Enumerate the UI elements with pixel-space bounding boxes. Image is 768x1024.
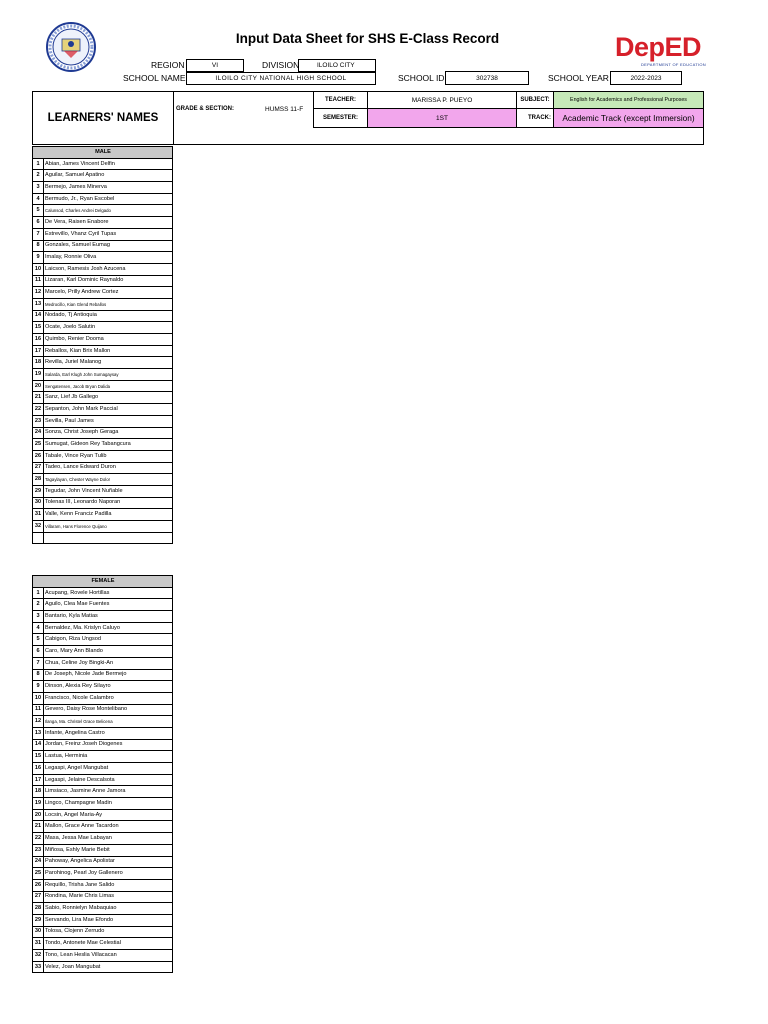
row-number: 2: [33, 599, 44, 611]
learner-name-cell[interactable]: Aguilo, Clea Mae Fuentes: [44, 599, 173, 611]
grade-section-value[interactable]: HUMSS 11-F: [265, 105, 304, 113]
table-row: [33, 497, 173, 509]
female-learners-table: [32, 575, 173, 973]
learner-name-cell[interactable]: Estrevillo, Vhanz Cyril Tupas: [44, 228, 173, 240]
learner-name-cell[interactable]: Sabio, Ronnielyn Mabaquiao: [44, 903, 173, 915]
learner-name-cell[interactable]: Requillo, Trisha Jane Salido: [44, 879, 173, 891]
table-row: [33, 891, 173, 903]
table-row: [33, 914, 173, 926]
learner-name-cell[interactable]: Tadeo, Lance Edward Duron: [44, 462, 173, 474]
table-row: [33, 961, 173, 973]
row-number: 2: [33, 170, 44, 182]
table-row: [33, 763, 173, 775]
row-number: 23: [33, 844, 44, 856]
row-number: 3: [33, 182, 44, 194]
learner-name-cell[interactable]: Marcelo, Prilly Andrew Cortez: [44, 287, 173, 299]
learner-name-cell[interactable]: Velez, Joan Mangubat: [44, 961, 173, 973]
learner-name-cell[interactable]: Lizaran, Karl Dominic Raynaldo: [44, 275, 173, 287]
row-number: 31: [33, 509, 44, 521]
division-field[interactable]: ILOILO CITY: [298, 59, 376, 72]
learner-name-cell[interactable]: Pahoway, Angelica Apolistar: [44, 856, 173, 868]
table-row: [33, 669, 173, 681]
row-number: 32: [33, 521, 44, 533]
teacher-label: TEACHER:: [313, 92, 368, 109]
table-row: [33, 357, 173, 369]
row-number: 10: [33, 692, 44, 704]
deped-seal-icon: [46, 22, 96, 72]
row-number: 27: [33, 462, 44, 474]
learner-name-cell[interactable]: Lastua, Herminia: [44, 751, 173, 763]
table-row: [33, 158, 173, 170]
row-number: 27: [33, 891, 44, 903]
learner-name-cell[interactable]: Revilla, Juriel Malanog: [44, 357, 173, 369]
table-row: [33, 774, 173, 786]
row-number: 5: [33, 205, 44, 217]
female-section-label: FEMALE: [33, 576, 173, 588]
learner-name-cell[interactable]: Tabale, Vince Ryan Tulib: [44, 450, 173, 462]
row-number: 30: [33, 926, 44, 938]
learner-name-cell[interactable]: Legaspi, Angel Mangubat: [44, 763, 173, 775]
row-number: 1: [33, 158, 44, 170]
learner-name-cell[interactable]: Sonza, Christ Joseph Geraga: [44, 427, 173, 439]
row-number: 12: [33, 716, 44, 728]
row-number: 14: [33, 739, 44, 751]
learners-names-heading: LEARNERS' NAMES: [33, 92, 174, 144]
male-section-header: [33, 147, 173, 159]
learner-name-cell[interactable]: Ilanga, Ma. Christel Grace Belicena: [44, 716, 173, 728]
table-row: [33, 786, 173, 798]
row-number: 7: [33, 657, 44, 669]
learner-name-cell[interactable]: De Vera, Raisen Enabore: [44, 217, 173, 229]
table-row: [33, 833, 173, 845]
row-number: 21: [33, 392, 44, 404]
row-number: 9: [33, 252, 44, 264]
learner-name-cell[interactable]: Tolosa, Clojenn Zerrudo: [44, 926, 173, 938]
row-number: 17: [33, 774, 44, 786]
table-row: [33, 634, 173, 646]
table-row: [33, 926, 173, 938]
region-field[interactable]: VI: [186, 59, 244, 72]
learner-name-cell[interactable]: Acupang, Rovele Hortillas: [44, 587, 173, 599]
table-row: [33, 681, 173, 693]
row-number: 31: [33, 938, 44, 950]
deped-logo-subtext: DEPARTMENT OF EDUCATION: [640, 62, 706, 67]
learner-name-cell[interactable]: Laicson, Ramesis Josh Azucena: [44, 263, 173, 275]
learner-name-cell[interactable]: Tegudar, John Vincent Nuñable: [44, 485, 173, 497]
learner-name-cell[interactable]: Reballos, Kian Brix Mallon: [44, 345, 173, 357]
row-number: 22: [33, 833, 44, 845]
table-row: [33, 334, 173, 346]
table-row: [33, 205, 173, 217]
table-row: [33, 217, 173, 229]
table-row: [33, 263, 173, 275]
learner-name-cell[interactable]: Sevilla, Paul James: [44, 415, 173, 427]
row-number: 6: [33, 217, 44, 229]
table-row: [33, 844, 173, 856]
female-section-header: [33, 576, 173, 588]
track-field[interactable]: Academic Track (except Immersion): [553, 109, 703, 128]
learner-name-cell[interactable]: Salarda, Earl Klugh John Sumagaysay: [44, 369, 173, 381]
male-learners-table: [32, 146, 173, 544]
male-section-label: MALE: [33, 147, 173, 159]
row-number: 10: [33, 263, 44, 275]
row-number: 29: [33, 485, 44, 497]
table-row: [33, 252, 173, 264]
row-number: 12: [33, 287, 44, 299]
table-row: [33, 727, 173, 739]
learner-name-cell[interactable]: Sanz, Lief Jb Gallego: [44, 392, 173, 404]
school-id-label: SCHOOL ID: [398, 73, 445, 83]
learner-name-cell[interactable]: Quimbo, Renier Dooma: [44, 334, 173, 346]
learner-name-cell[interactable]: Tondo, Antonete Mae Celestial: [44, 938, 173, 950]
learner-name-cell[interactable]: Mallon, Grace Anne Tacardon: [44, 821, 173, 833]
learner-name-cell[interactable]: Villaram, Hans Florence Quijano: [44, 521, 173, 533]
table-row: [33, 462, 173, 474]
table-row: [33, 716, 173, 728]
row-number: 20: [33, 809, 44, 821]
table-row: [33, 380, 173, 392]
learner-name-cell[interactable]: De Joseph, Nicole Jade Bermejo: [44, 669, 173, 681]
school-name-field[interactable]: ILOILO CITY NATIONAL HIGH SCHOOL: [186, 72, 376, 85]
learner-name-cell[interactable]: Parohinog, Pearl Joy Gallenero: [44, 868, 173, 880]
table-row: [33, 599, 173, 611]
learner-name-cell[interactable]: Tolenas III, Leonardo Naporan: [44, 497, 173, 509]
row-number: 15: [33, 751, 44, 763]
grade-section-label: GRADE & SECTION:: [176, 106, 235, 112]
subject-label: SUBJECT:: [517, 92, 553, 109]
learner-name-cell[interactable]: Limsiaco, Jasmine Anne Jamora: [44, 786, 173, 798]
row-number: 17: [33, 345, 44, 357]
row-number: 4: [33, 193, 44, 205]
table-row: [33, 879, 173, 891]
table-row: [33, 322, 173, 334]
learner-name-cell[interactable]: Miñosa, Eshly Marie Bebit: [44, 844, 173, 856]
school-name-label: SCHOOL NAME: [123, 73, 186, 83]
table-row: [33, 587, 173, 599]
learner-name-cell[interactable]: Nodado, Tj Antioquia: [44, 310, 173, 322]
learner-name-cell[interactable]: Jordan, Freinz Joseh Diogenes: [44, 739, 173, 751]
table-row: [33, 611, 173, 623]
row-number: 33: [33, 961, 44, 973]
learner-name-cell[interactable]: Ocate, Joelo Salutin: [44, 322, 173, 334]
row-number: 18: [33, 357, 44, 369]
learner-name-cell[interactable]: Caro, Mary Ann Blando: [44, 646, 173, 658]
row-number: 5: [33, 634, 44, 646]
row-number: 6: [33, 646, 44, 658]
table-row: [33, 798, 173, 810]
row-number: 28: [33, 903, 44, 915]
table-row: [33, 345, 173, 357]
learner-name-cell[interactable]: Sepanton, John Mark Paccial: [44, 404, 173, 416]
learner-name-cell[interactable]: Bermudo, Jr., Ryan Escobel: [44, 193, 173, 205]
row-number: 11: [33, 275, 44, 287]
learner-name-cell[interactable]: Bantario, Kyla Matias: [44, 611, 173, 623]
learner-name-cell[interactable]: Imalay, Ronnie Oliva: [44, 252, 173, 264]
row-number: 24: [33, 427, 44, 439]
row-number: 9: [33, 681, 44, 693]
school-year-field[interactable]: 2022-2023: [610, 71, 682, 85]
table-row: [33, 392, 173, 404]
table-row: [33, 240, 173, 252]
row-number: 22: [33, 404, 44, 416]
row-number: 25: [33, 868, 44, 880]
table-row: [33, 868, 173, 880]
row-number: 15: [33, 322, 44, 334]
row-number: 3: [33, 611, 44, 623]
deped-logo-text: DepED: [614, 32, 701, 62]
table-row: [33, 369, 173, 381]
row-number: 29: [33, 914, 44, 926]
row-number: 4: [33, 622, 44, 634]
row-number: 19: [33, 798, 44, 810]
row-number: 21: [33, 821, 44, 833]
table-row: [33, 657, 173, 669]
table-row: [33, 646, 173, 658]
table-row: [33, 622, 173, 634]
table-row: [33, 485, 173, 497]
row-number: 8: [33, 240, 44, 252]
row-number: 23: [33, 415, 44, 427]
table-row: [33, 170, 173, 182]
row-number: 26: [33, 450, 44, 462]
row-number: 28: [33, 474, 44, 486]
table-row: [33, 509, 173, 521]
division-label: DIVISION: [262, 60, 300, 70]
subject-field[interactable]: English for Academics and Professional Purposes: [553, 92, 703, 109]
table-row: [33, 439, 173, 451]
track-label: TRACK:: [517, 109, 553, 128]
table-row: [33, 532, 173, 544]
teacher-field[interactable]: MARISSA P. PUEYO: [368, 92, 517, 109]
table-row: [33, 739, 173, 751]
row-number: 11: [33, 704, 44, 716]
learner-name-cell[interactable]: Chua, Celine Joy Bingki-An: [44, 657, 173, 669]
row-number: 7: [33, 228, 44, 240]
row-number: 32: [33, 950, 44, 962]
table-row: [33, 182, 173, 194]
learner-name-cell[interactable]: Lingco, Champagne Madin: [44, 798, 173, 810]
learner-name-cell[interactable]: Sengatensen, Jacob Bryan Dalida: [44, 380, 173, 392]
class-header: [32, 91, 704, 145]
row-number: 20: [33, 380, 44, 392]
learner-name-cell[interactable]: Dinson, Alexia Rey Silayro: [44, 681, 173, 693]
learner-name-cell[interactable]: Abian, James Vincent Delfin: [44, 158, 173, 170]
row-number: 19: [33, 369, 44, 381]
table-row: [33, 856, 173, 868]
table-row: [33, 751, 173, 763]
row-number: 30: [33, 497, 44, 509]
row-number: 16: [33, 763, 44, 775]
learner-name-cell[interactable]: Tono, Lean Heslia Villacacan: [44, 950, 173, 962]
table-row: [33, 692, 173, 704]
table-row: [33, 950, 173, 962]
learner-name-cell[interactable]: Rondina, Marie Chris Limas: [44, 891, 173, 903]
learner-name-cell[interactable]: Aguilar, Samuel Apatino: [44, 170, 173, 182]
row-number: [33, 532, 44, 544]
table-row: [33, 809, 173, 821]
row-number: 26: [33, 879, 44, 891]
row-number: 1: [33, 587, 44, 599]
table-row: [33, 404, 173, 416]
table-row: [33, 310, 173, 322]
row-number: 14: [33, 310, 44, 322]
row-number: 18: [33, 786, 44, 798]
table-row: [33, 903, 173, 915]
table-row: [33, 298, 173, 310]
table-row: [33, 450, 173, 462]
table-row: [33, 821, 173, 833]
semester-field[interactable]: 1ST: [368, 109, 517, 128]
table-row: [33, 521, 173, 533]
table-row: [33, 415, 173, 427]
table-row: [33, 474, 173, 486]
learner-name-cell[interactable]: Francisco, Nicole Calambro: [44, 692, 173, 704]
learner-name-cell[interactable]: Bernaldez, Ma. Krislyn Caluyo: [44, 622, 173, 634]
learner-name-cell[interactable]: Infante, Angelina Castro: [44, 727, 173, 739]
row-number: 13: [33, 727, 44, 739]
learner-name-cell[interactable]: Legaspi, Jelaine Descalsota: [44, 774, 173, 786]
learner-name-cell[interactable]: Masa, Jessa Mae Labayan: [44, 833, 173, 845]
learner-name-cell[interactable]: Gevero, Daisy Rose Montelibano: [44, 704, 173, 716]
table-row: [33, 427, 173, 439]
table-row: [33, 228, 173, 240]
learner-name-cell[interactable]: Gonzales, Samuel Eumag: [44, 240, 173, 252]
semester-label: SEMESTER:: [313, 109, 368, 128]
learner-name-cell[interactable]: Calunsod, Charles Andrei Delgado: [44, 205, 173, 217]
learner-name-cell[interactable]: Tagaylayan, Chester Wayne Dolor: [44, 474, 173, 486]
school-year-label: SCHOOL YEAR: [548, 73, 609, 83]
learner-name-cell[interactable]: Cabigon, Riza Ungsod: [44, 634, 173, 646]
row-number: 25: [33, 439, 44, 451]
school-id-field[interactable]: 302738: [445, 71, 529, 85]
row-number: 24: [33, 856, 44, 868]
row-number: 13: [33, 298, 44, 310]
learner-name-cell[interactable]: Sumugat, Gideon Rey Tabangcura: [44, 439, 173, 451]
learner-name-cell[interactable]: Locsin, Angel Maria-Ay: [44, 809, 173, 821]
table-row: [33, 704, 173, 716]
page-title: Input Data Sheet for SHS E-Class Record: [235, 31, 500, 46]
region-label: REGION: [151, 60, 185, 70]
table-row: [33, 938, 173, 950]
row-number: 16: [33, 334, 44, 346]
learner-name-cell[interactable]: [44, 532, 173, 544]
row-number: 8: [33, 669, 44, 681]
table-row: [33, 287, 173, 299]
learner-name-cell[interactable]: Medrocillo, Kian Glend Reballos: [44, 298, 173, 310]
learner-name-cell[interactable]: Servando, Lira Mae Efondo: [44, 914, 173, 926]
table-row: [33, 193, 173, 205]
learner-name-cell[interactable]: Valle, Kenn Franciz Padilla: [44, 509, 173, 521]
learner-name-cell[interactable]: Bermejo, James Minerva: [44, 182, 173, 194]
table-row: [33, 275, 173, 287]
deped-logo: [610, 34, 706, 70]
